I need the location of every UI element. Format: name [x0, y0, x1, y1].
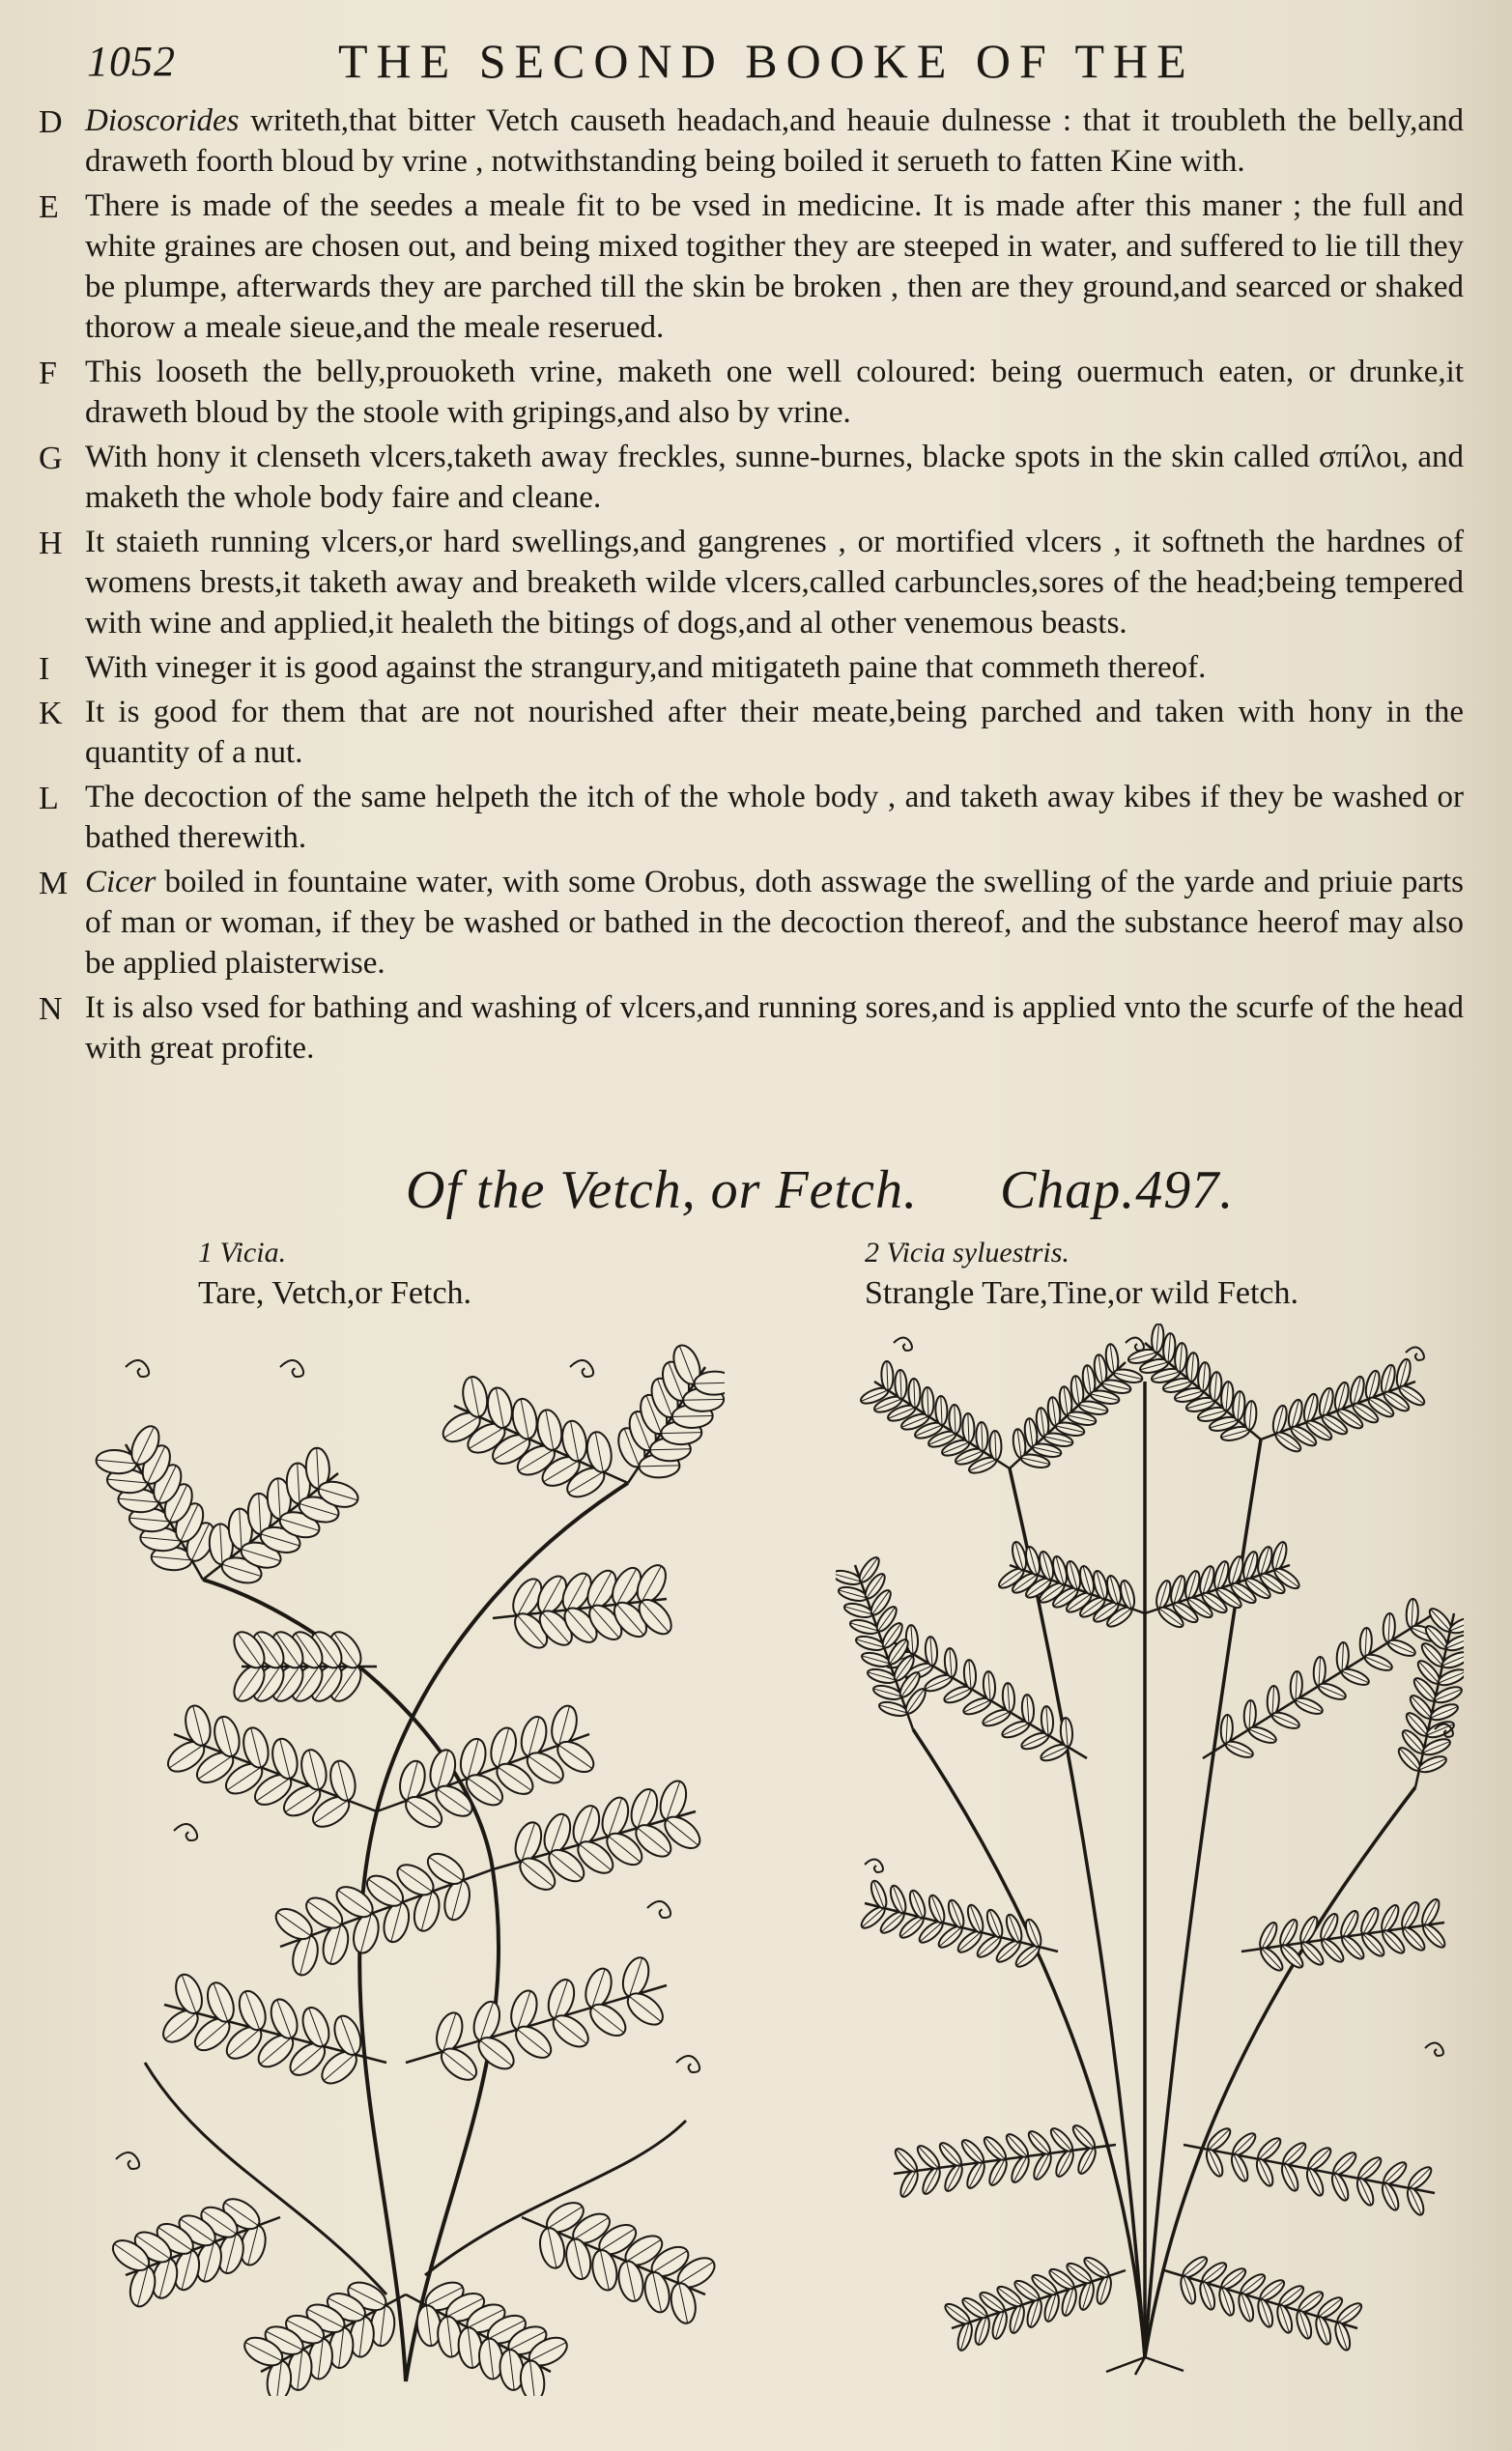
leaflet — [1441, 1649, 1464, 1671]
margin-letter: N — [39, 991, 63, 1027]
margin-letter: D — [39, 104, 63, 140]
wild-vetch-plant-drawing — [836, 1324, 1464, 2377]
figure-label: 1 Vicia. — [198, 1237, 287, 1268]
paragraph-text: writeth,that bitter Vetch causeth headach,and heauie dulnesse : that it troubleth the belly,and draweth foorth bloud by vrine , notwithstanding being boiled it serueth to fatten Kine with. — [85, 103, 1464, 179]
paragraph-text: With vineger it is good against the strangury,and mitigateth paine that commeth thereof. — [85, 650, 1207, 685]
paragraph-h — [39, 522, 1464, 643]
margin-letter: L — [39, 781, 59, 816]
chapter-title: Of the Vetch, or Fetch. — [406, 1160, 918, 1220]
figure-common-name: Tare, Vetch,or Fetch. — [198, 1275, 472, 1311]
vetch-branches — [96, 1342, 725, 2396]
margin-letter: I — [39, 651, 50, 687]
paragraph-e — [39, 185, 1464, 348]
vetch-woodcut-illustration — [87, 1328, 725, 2396]
paragraph-d — [39, 100, 1464, 182]
paragraph-text: There is made of the seedes a meale fit to be vsed in medicine. It is made after this maner ; the full and white graines are chosen out, and being mixed togither they are steeped in water, and suffered to lie till they be plumpe, afterwards they are parched till the skin be broken , then are they ground,and searced or shaked thorow a meale sieue,and the meale reserued. — [85, 188, 1464, 345]
italic-lead: Cicer — [85, 865, 157, 899]
paragraph-text: This looseth the belly,prouoketh vrine, maketh one well coloured: being ouermuch eaten, or drunke,it draweth bloud by the stoole with gripings,and also by vrine. — [85, 355, 1464, 430]
paragraph-text: boiled in fountaine water, with some Orobus, doth asswage the swelling of the yarde and priuie parts of man or woman, if they be washed or bathed in the decoction thereof, and the substance heerof may also be applied plaisterwise. — [85, 865, 1464, 981]
page-number: 1052 — [87, 38, 176, 85]
paragraph-text: It staieth running vlcers,or hard swellings,and gangrenes , or mortified vlcers , it softneth the hardnes of womens brests,it taketh away and breaketh wilde vlcers,called carbuncles,sores of the head;being tempered with wine and applied,it healeth the bitings of dogs,and al other venemous beasts. — [85, 525, 1464, 641]
vetch-plant-drawing — [87, 1328, 725, 2396]
paragraph-m — [39, 862, 1464, 983]
body-text — [39, 100, 1464, 1072]
figure-common-name: Strangle Tare,Tine,or wild Fetch. — [865, 1275, 1299, 1311]
paragraph-text: It is good for them that are not nourished after their meate,being parched and taken with hony in the quantity of a nut. — [85, 695, 1464, 770]
margin-letter: H — [39, 526, 63, 561]
chapter-number: Chap.497. — [999, 1160, 1235, 1220]
margin-letter: G — [39, 441, 63, 476]
paragraph-k — [39, 692, 1464, 773]
margin-letter: M — [39, 866, 69, 901]
figure-caption-1 — [198, 1237, 778, 1312]
paragraph-text: It is also vsed for bathing and washing of vlcers,and running sores,and is applied vnto the scurfe of the head with great profite. — [85, 990, 1464, 1066]
running-head: THE SECOND BOOKE OF THE — [338, 34, 1195, 88]
margin-letter: F — [39, 356, 57, 391]
paragraph-i — [39, 647, 1464, 688]
figure-label: 2 Vicia syluestris. — [865, 1237, 1070, 1268]
page-header — [87, 29, 1469, 106]
italic-lead: Dioscorides — [85, 103, 240, 138]
wild-vetch-branches — [836, 1324, 1464, 2375]
paragraph-n — [39, 987, 1464, 1069]
paragraph-l — [39, 777, 1464, 858]
margin-letter: K — [39, 696, 63, 731]
paragraph-text: With hony it clenseth vlcers,taketh away freckles, sunne-burnes, blacke spots in the skin called σπίλοι, and maketh the whole body faire and cleane. — [85, 440, 1464, 515]
chapter-heading — [406, 1159, 1275, 1221]
paragraph-g — [39, 437, 1464, 518]
paragraph-f — [39, 352, 1464, 433]
wild-vetch-woodcut-illustration — [836, 1324, 1464, 2377]
figure-caption-2 — [865, 1237, 1464, 1312]
margin-letter: E — [39, 189, 59, 225]
paragraph-text: The decoction of the same helpeth the itch of the whole body , and taketh away kibes if they be washed or bathed therewith. — [85, 780, 1464, 855]
